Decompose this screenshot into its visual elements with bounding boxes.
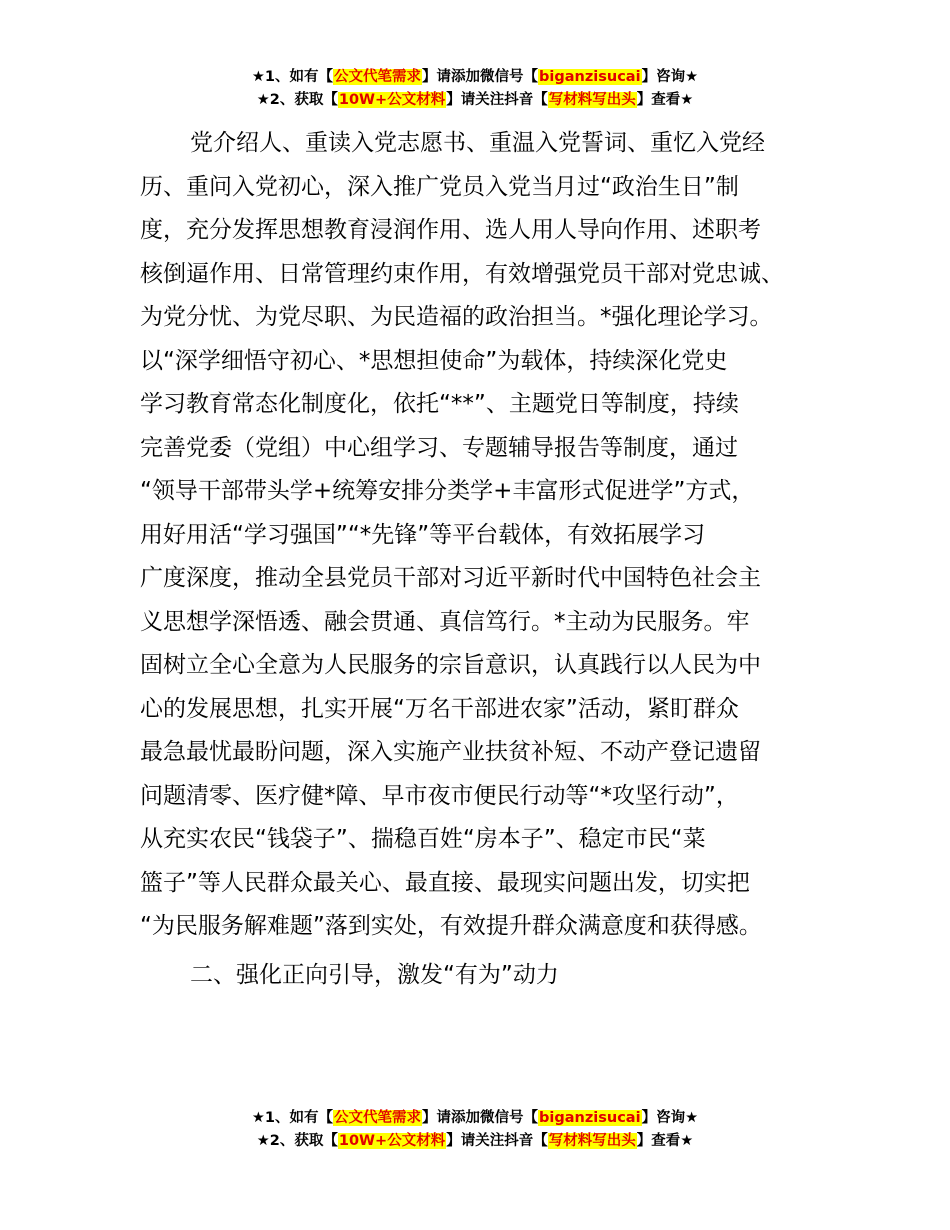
body-line: 用好用活“学习强国”“*先锋”等平台载体，有效拓展学习 [140,521,706,548]
body-line: “为民服务解难题”落到实处，有效提升群众满意度和获得感。 [140,913,762,939]
banner-text: 】咨询★ [641,69,699,85]
body-line: 度，充分发挥思想教育浸润作用、选人用人导向作用、述职考 [140,217,761,243]
banner-line-1 [0,1107,950,1130]
body-line: 从充实农民“钱袋子”、揣稳百姓“房本子”、稳定市民“菜 [140,826,706,852]
body-line: 以“深学细悟守初心、*思想担使命”为载体，持续深化党史 [140,347,728,374]
banner-line-2 [0,1130,950,1153]
banner-highlight: 公文代笔需求 [334,69,422,85]
body-line: 完善党委（党组）中心组学习、专题辅导报告等制度，通过 [140,434,738,461]
banner-text: 】请关注抖音【 [446,1133,548,1149]
body-line: 为党分忧、为党尽职、为民造福的政治担当。*强化理论学习。 [140,304,773,330]
banner-text: 】请添加微信号【 [422,1110,539,1126]
body-line: 问题清零、医疗健*障、早市夜市便民行动等“*攻坚行动”， [140,782,739,809]
banner-highlight-douyin: 写材料写出头 [548,92,636,108]
banner-text: ★1、如有【 [251,69,334,85]
banner-text: 】咨询★ [641,1110,699,1126]
banner-text: 】查看★ [636,92,694,108]
body-paragraph [140,122,830,949]
banner-highlight-wechat-id: biganzisucai [539,69,641,85]
header-banner [0,66,950,112]
banner-text: 】请关注抖音【 [446,92,548,108]
banner-line-2 [0,89,950,112]
banner-text: ★2、获取【 [256,92,338,108]
banner-text: 】查看★ [636,1133,694,1149]
banner-text: 】请添加微信号【 [422,69,539,85]
body-line: 固树立全心全意为人民服务的宗旨意识，认真践行以人民为中 [140,652,761,678]
banner-text: ★1、如有【 [251,1110,334,1126]
body-line: 广度深度，推动全县党员干部对习近平新时代中国特色社会主 [140,565,761,591]
banner-highlight: 10W+公文材料 [338,1133,446,1149]
body-line: 核倒逼作用、日常管理约束作用，有效增强党员干部对党忠诚、 [140,260,784,287]
footer-banner [0,1107,950,1153]
section-heading: 二、强化正向引导，激发“有为”动力 [190,962,559,988]
banner-highlight: 公文代笔需求 [334,1110,422,1126]
body-line: 篮子”等人民群众最关心、最直接、最现实问题出发，切实把 [140,869,750,896]
body-line: 义思想学深悟透、融会贯通、真信笃行。*主动为民服务。牢 [140,608,750,635]
body-line: 心的发展思想，扎实开展“万名干部进农家”活动，紧盯群众 [140,695,739,722]
body-line: “领导干部带头学+统筹安排分类学+丰富形式促进学”方式， [140,478,755,504]
body-line: 最急最忧最盼问题，深入实施产业扶贫补短、不动产登记遗留 [140,739,761,765]
banner-highlight-douyin: 写材料写出头 [548,1133,636,1149]
banner-highlight-wechat-id: biganzisucai [539,1110,641,1126]
banner-highlight: 10W+公文材料 [338,92,446,108]
body-line: 党介绍人、重读入党志愿书、重温入党誓词、重忆入党经 [190,130,765,156]
body-line: 历、重问入党初心，深入推广党员入党当月过“政治生日”制 [140,173,739,200]
banner-text: ★2、获取【 [256,1133,338,1149]
body-line: 学习教育常态化制度化，依托“**”、主题党日等制度，持续 [140,391,739,417]
banner-line-1 [0,66,950,89]
